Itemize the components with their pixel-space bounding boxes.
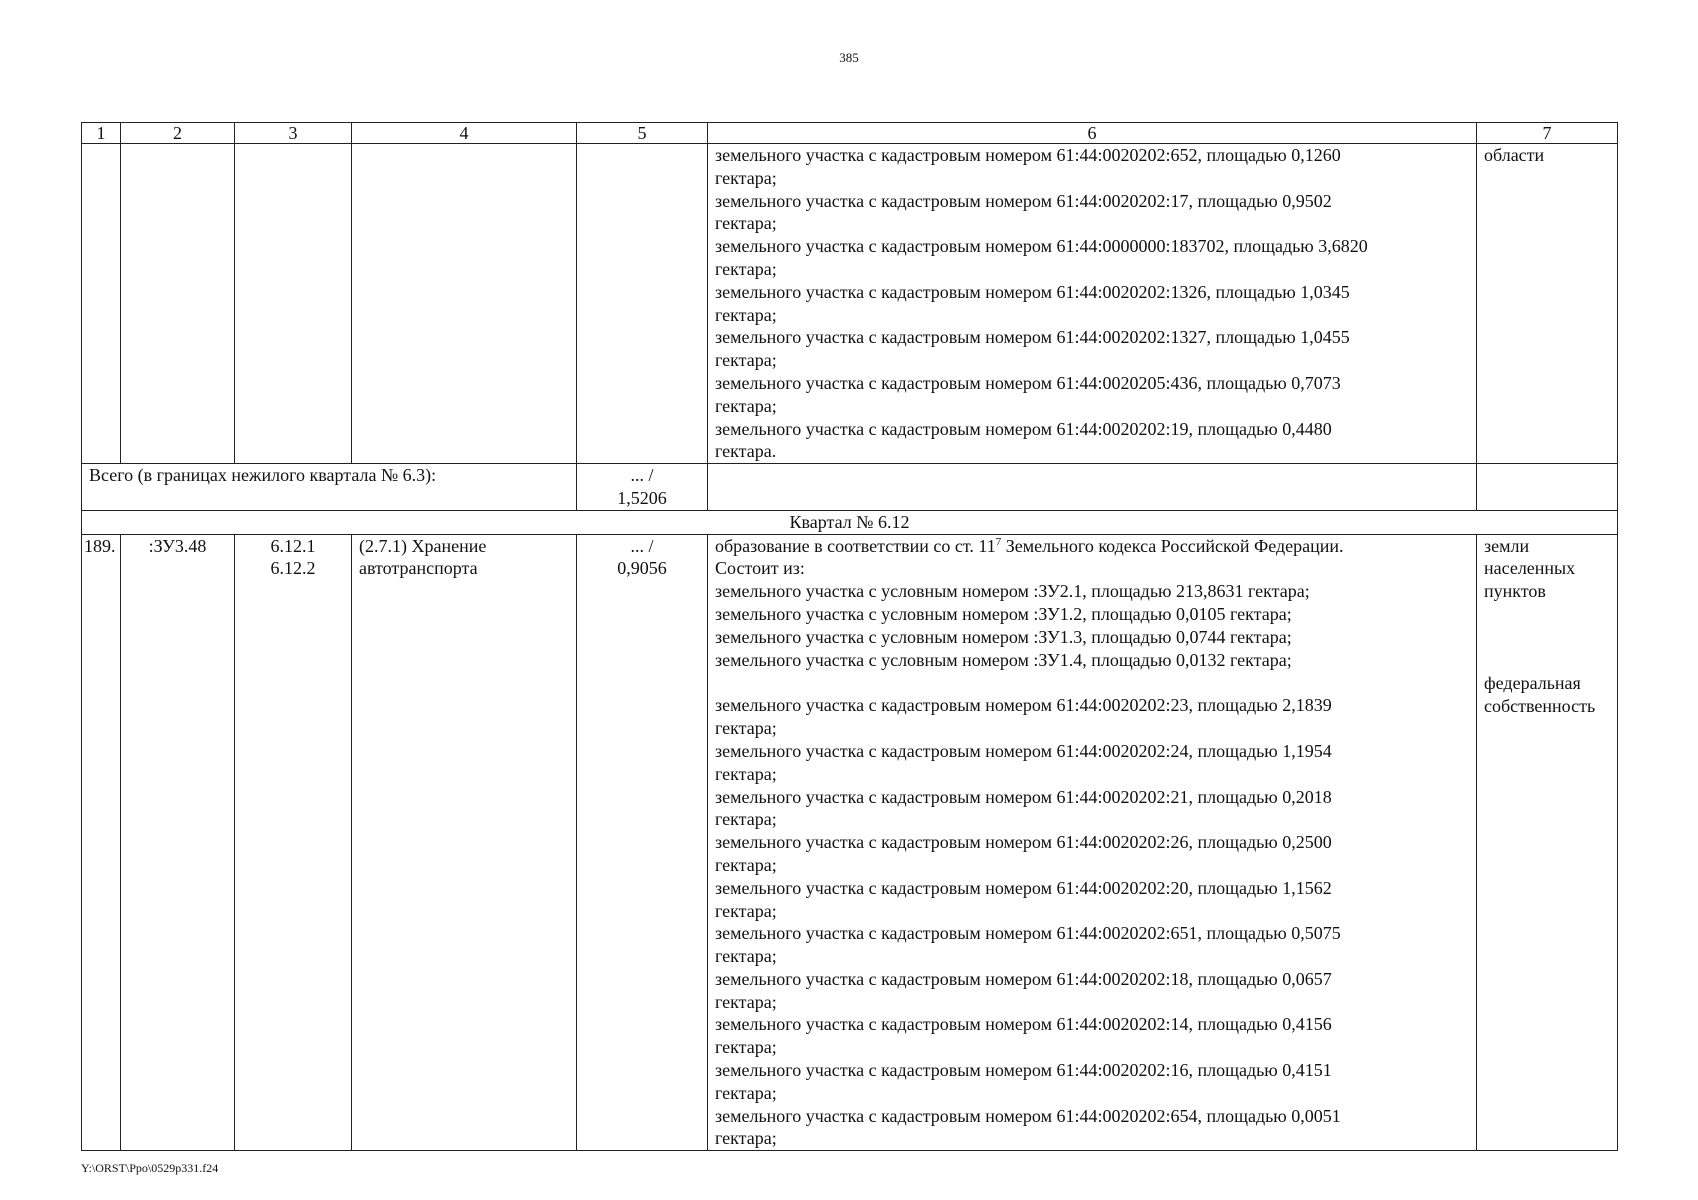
cadastral-plot-line: земельного участка с кадастровым номером 61:44:0020202:651, площадью 0,5075 — [715, 923, 1341, 944]
header-col-4: 4 — [352, 123, 577, 144]
cadastral-plot-line: земельного участка с кадастровым номером 61:44:0020202:654, площадью 0,0051 — [715, 1105, 1341, 1126]
header-col-5: 5 — [577, 123, 708, 144]
area-value: 0,9056 — [617, 558, 667, 579]
description-line: земельного участка с кадастровым номером 61:44:0020202:19, площадью 0,4480 — [715, 418, 1332, 439]
land-use-line: (2.7.1) Хранение — [359, 535, 487, 556]
cadastral-plot-line: гектара; — [715, 718, 777, 739]
file-path-footer: Y:\ORST\Ppo\0529p331.f24 — [81, 1161, 219, 1175]
header-col-7: 7 — [1477, 123, 1618, 144]
cadastral-plot-line: земельного участка с кадастровым номером 61:44:0020202:21, площадью 0,2018 — [715, 786, 1332, 807]
cadastral-plot-line: гектара; — [715, 1128, 777, 1149]
header-col-3: 3 — [235, 123, 352, 144]
header-col-6: 6 — [708, 123, 1477, 144]
description-line: земельного участка с кадастровым номером 61:44:0020202:652, площадью 0,1260 — [715, 145, 1341, 165]
land-category-cell — [1477, 534, 1618, 1151]
total-area-value: 1,5206 — [617, 487, 667, 508]
cell-empty — [352, 144, 577, 464]
cadastral-plot-line: гектара; — [715, 1082, 777, 1103]
zone-codes-cell — [235, 534, 352, 1151]
land-plots-table — [81, 122, 1618, 1151]
cadastral-plot-line: земельного участка с кадастровым номером 61:44:0020202:24, площадью 1,1954 — [715, 740, 1332, 761]
cadastral-plot-line: земельного участка с кадастровым номером 61:44:0020202:14, площадью 0,4156 — [715, 1014, 1332, 1035]
cell-empty — [121, 144, 235, 464]
cadastral-plot-line: земельного участка с кадастровым номером 61:44:0020202:20, площадью 1,1562 — [715, 877, 1332, 898]
land-category-line: населенных — [1484, 558, 1576, 579]
cadastral-plot-line: земельного участка с кадастровым номером 61:44:0020202:26, площадью 0,2500 — [715, 832, 1332, 853]
cell-empty — [577, 144, 708, 464]
formation-text-end: Земельного кодекса Российской Федерации. — [1001, 535, 1344, 556]
cadastral-plot-line: гектара; — [715, 991, 777, 1012]
conditional-plot-line: земельного участка с условным номером :ЗУ2.1, площадью 213,8631 гектара; — [715, 581, 1310, 602]
ownership-line: федеральная — [1484, 672, 1581, 693]
area-cell — [577, 534, 708, 1151]
formation-line — [715, 535, 1469, 558]
blank-line — [1484, 626, 1610, 649]
description-line: гектара; — [715, 258, 777, 279]
description-line: гектара; — [715, 395, 777, 416]
zone-code: 6.12.1 — [270, 535, 316, 556]
ownership-cell: области — [1477, 144, 1618, 464]
continued-row — [82, 144, 1618, 464]
cell-empty — [708, 464, 1477, 511]
land-use-cell — [352, 534, 577, 1151]
description-line: земельного участка с кадастровым номером 61:44:0020202:1327, площадью 1,0455 — [715, 327, 1350, 348]
land-category-line: пунктов — [1484, 581, 1546, 602]
description-line: земельного участка с кадастровым номером 61:44:0020205:436, площадью 0,7073 — [715, 372, 1341, 393]
quarter-title: Квартал № 6.12 — [82, 510, 1618, 534]
total-area-cell — [577, 464, 708, 511]
blank-line — [1484, 649, 1610, 672]
cell-empty — [1477, 464, 1618, 511]
area-line: ... / — [630, 535, 654, 556]
total-row — [82, 464, 1618, 511]
page-number: 385 — [839, 50, 859, 65]
cell-empty — [235, 144, 352, 464]
continued-description-cell — [708, 144, 1477, 464]
header-col-2: 2 — [121, 123, 235, 144]
header-row — [82, 123, 1618, 144]
total-label: Всего (в границах нежилого квартала № 6.3): — [82, 464, 577, 511]
article-superscript: 7 — [995, 535, 1002, 548]
description-line: гектара; — [715, 213, 777, 234]
blank-line — [715, 671, 1469, 694]
plot-code: :ЗУ3.48 — [121, 534, 235, 1151]
cadastral-plot-line: гектара; — [715, 900, 777, 921]
blank-line — [1484, 603, 1610, 626]
cadastral-plot-line: гектара; — [715, 854, 777, 875]
conditional-plot-line: земельного участка с условным номером :ЗУ1.4, площадью 0,0132 гектара; — [715, 649, 1292, 670]
description-line: гектара; — [715, 304, 777, 325]
conditional-plot-line: земельного участка с условным номером :ЗУ1.2, площадью 0,0105 гектара; — [715, 603, 1292, 624]
description-line: гектара. — [715, 441, 777, 462]
cadastral-plot-line: земельного участка с кадастровым номером 61:44:0020202:23, площадью 2,1839 — [715, 695, 1332, 716]
description-line: гектара; — [715, 167, 777, 188]
description-line: гектара; — [715, 350, 777, 371]
cadastral-plot-line: гектара; — [715, 763, 777, 784]
ownership-line: собственность — [1484, 695, 1596, 716]
land-category-line: земли — [1484, 535, 1530, 556]
cadastral-plot-line: гектара; — [715, 809, 777, 830]
header-col-1: 1 — [82, 123, 121, 144]
cadastral-plot-line: гектара; — [715, 1037, 777, 1058]
cell-empty — [82, 144, 121, 464]
conditional-plot-line: земельного участка с условным номером :ЗУ1.3, площадью 0,0744 гектара; — [715, 626, 1292, 647]
table-row-189 — [82, 534, 1618, 1151]
cadastral-plot-line: гектара; — [715, 946, 777, 967]
composition-cell — [708, 534, 1477, 1151]
land-use-line: автотранспорта — [359, 558, 478, 579]
description-line: земельного участка с кадастровым номером 61:44:0020202:1326, площадью 1,0345 — [715, 281, 1350, 302]
cadastral-plot-line: земельного участка с кадастровым номером 61:44:0020202:16, площадью 0,4151 — [715, 1060, 1332, 1081]
zone-code: 6.12.2 — [270, 558, 316, 579]
row-number: 189. — [82, 534, 121, 1151]
cadastral-plot-line: земельного участка с кадастровым номером 61:44:0020202:18, площадью 0,0657 — [715, 968, 1332, 989]
description-line: земельного участка с кадастровым номером 61:44:0000000:183702, площадью 3,6820 — [715, 236, 1368, 257]
consists-label: Состоит из: — [715, 558, 805, 579]
description-line: земельного участка с кадастровым номером 61:44:0020202:17, площадью 0,9502 — [715, 190, 1332, 211]
formation-text: образование в соответствии со ст. 11 — [715, 535, 996, 556]
total-area-line: ... / — [630, 465, 654, 486]
quarter-row — [82, 510, 1618, 534]
